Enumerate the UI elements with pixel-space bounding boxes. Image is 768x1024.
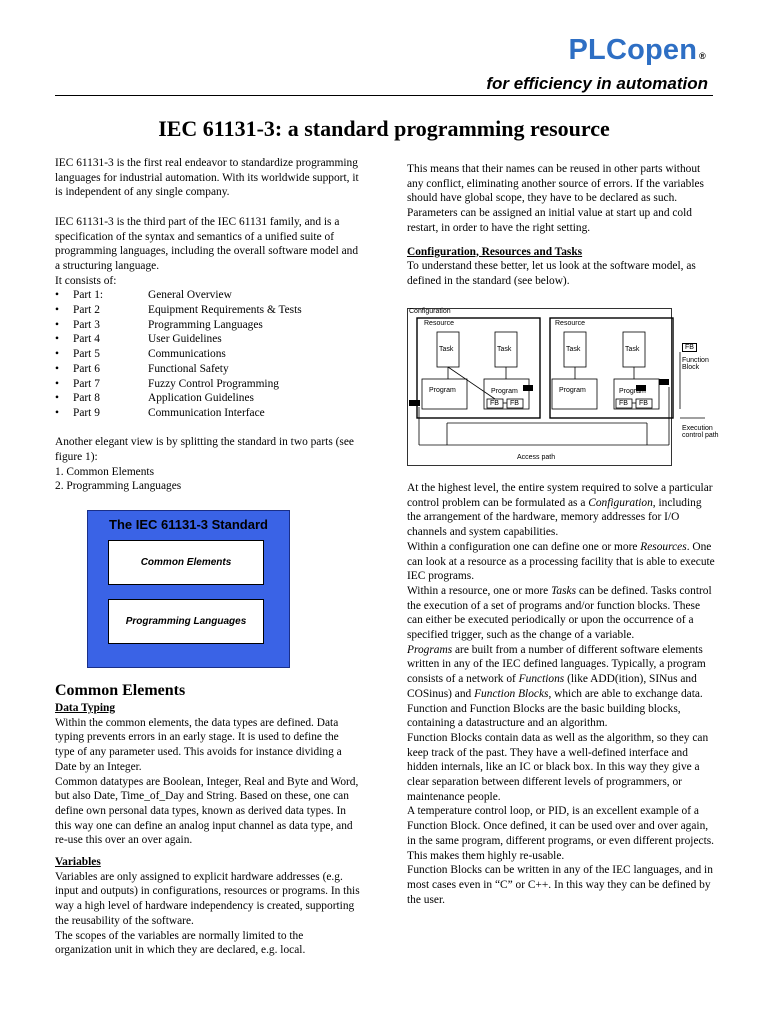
figure-title: The IEC 61131-3 Standard xyxy=(109,517,268,532)
list-item: • Part 3 Programming Languages xyxy=(55,318,263,331)
fb-legend-box: FB xyxy=(682,343,697,352)
resource-label-1: Resource xyxy=(424,320,454,327)
data-typing-paragraph-2: Common datatypes are Boolean, Integer, Real and Byte and Word, but also Date, Time_of_Day and String. Based on these, one can define own personal data types, known as derived data types. In this way one can define an analog input channel as data type, and re-use this over an over again. xyxy=(55,775,359,847)
programming-languages-box: Programming Languages xyxy=(108,599,264,644)
data-typing-paragraph-1: Within the common elements, the data types are defined. Data typing prevents errors in an early stage. It is used to define the type of any parameter used. This avoids for instance dividing a Date by an Integer. xyxy=(55,716,342,773)
program-label-4: Program xyxy=(619,388,646,395)
left-column-top xyxy=(55,156,361,494)
variables-paragraph-1: Variables are only assigned to explicit hardware addresses (e.g. input and outputs) in configurations, resources or programs. In this way a high level of hardware independency is created, supporting the reusability of the software. xyxy=(55,870,360,927)
header-rule xyxy=(55,95,713,96)
intro-paragraph-2: IEC 61131-3 is the third part of the IEC 61131 family, and is a specification of the syntax and semantics of a unified suite of programming languages, including the overall software model and a structuring language. xyxy=(55,215,359,272)
standard-figure xyxy=(87,510,290,668)
list-item: • Part 7 Fuzzy Control Programming xyxy=(55,377,279,390)
consists-of: It consists of: xyxy=(55,274,117,287)
intro-paragraph-1: IEC 61131-3 is the first real endeavor to standardize programming languages for industrial automation. With its worldwide support, it is independent of any single company. xyxy=(55,157,359,199)
list-item: • Part 5 Communications xyxy=(55,348,226,361)
program-label-3: Program xyxy=(559,387,586,394)
logo-tagline: for efficiency in automation xyxy=(486,74,708,93)
scope-paragraph: This means that their names can be reused in other parts without any conflict, eliminating another source of errors. If the variables should have global scope, they have to be declared as such. Parameters can be assigned an initial value at start up and cold restart, in order to have the right setting. xyxy=(407,163,704,234)
left-column-bottom xyxy=(55,681,361,958)
fb-label-4: FB xyxy=(639,400,648,407)
common-elements-box: Common Elements xyxy=(108,540,264,585)
configuration-paragraph: At the highest level, the entire system required to solve a particular control problem can be formulated as a Configuration, including the arrangement of the hardware, memory addresses for I/O channels and system capabilities. xyxy=(407,482,713,539)
parts-list xyxy=(55,288,361,420)
variables-paragraph-2: The scopes of the variables are normally limited to the organization unit in which they are declared, e.g. local. xyxy=(55,929,306,957)
fb-label-1: FB xyxy=(490,400,499,407)
software-model-diagram xyxy=(407,307,727,472)
right-column-top xyxy=(407,162,717,289)
variables-heading: Variables xyxy=(55,856,101,869)
pid-paragraph: A temperature control loop, or PID, is an excellent example of a Function Block. Once defined, it can be used over and over again, in the same program, different programs, or even different projects. This makes them highly re-usable. xyxy=(407,805,715,862)
split-item-2: 2. Programming Languages xyxy=(55,480,182,493)
list-item: • Part 1: General Overview xyxy=(55,289,232,302)
page-title: IEC 61131-3: a standard programming resource xyxy=(158,116,610,141)
resources-paragraph: Within a configuration one can define one or more Resources. One can look at a resource as a processing facility that is able to execute IEC programs. xyxy=(407,540,715,583)
list-item: • Part 6 Functional Safety xyxy=(55,362,229,375)
list-item: • Part 9 Communication Interface xyxy=(55,406,265,419)
configuration-intro: To understand these better, let us look at the software model, as defined in the standard (see below). xyxy=(407,260,696,287)
execution-control-legend: Execution control path xyxy=(682,425,719,439)
list-item: • Part 4 User Guidelines xyxy=(55,333,222,346)
registered-mark: ® xyxy=(699,51,706,61)
access-path-label: Access path xyxy=(517,454,556,461)
program-label-2: Program xyxy=(491,388,518,395)
task-label-4: Task xyxy=(625,346,640,353)
configuration-label: Configuration xyxy=(409,308,451,315)
plcopen-logo xyxy=(486,34,708,93)
split-item-1: 1. Common Elements xyxy=(55,465,155,478)
task-label-1: Task xyxy=(439,346,454,353)
task-label-2: Task xyxy=(497,346,512,353)
logo-text: PLCopen xyxy=(568,34,698,66)
data-typing-heading: Data Typing xyxy=(55,702,116,714)
right-column-bottom xyxy=(407,481,717,907)
common-elements-heading: Common Elements xyxy=(55,682,186,699)
list-item: • Part 2 Equipment Requirements & Tests xyxy=(55,304,302,317)
fb-label-2: FB xyxy=(510,400,519,407)
resource-label-2: Resource xyxy=(555,320,585,327)
programs-paragraph: Programs are built from a number of different software elements written in any of the IEC defined languages. Typically, a program consists of a network of Functions (like ADD(ition), SINus and COSinus) and Function Blocks, which are able to exchange data. Function and Function Blocks are the basic building blocks, containing a datastructure and an algorithm. xyxy=(407,643,706,730)
program-label-1: Program xyxy=(429,387,456,394)
tasks-paragraph: Within a resource, one or more Tasks can be defined. Tasks control the execution of a set of programs and/or function blocks. These can either be executed periodically or upon the occurrence of a specified trigger, such as the change of a variable. xyxy=(407,584,712,642)
function-blocks-paragraph: Function Blocks contain data as well as the algorithm, so they can keep track of the past. They have a well-defined interface and hidden internals, like an IC or black box. In this way they give a clear separation between different levels of programmers, or maintenance people. xyxy=(407,731,709,803)
task-label-3: Task xyxy=(566,346,581,353)
user-defined-paragraph: Function Blocks can be written in any of the IEC languages, and in most cases even in “C” or C++. In this way they can be defined by the user. xyxy=(407,864,713,906)
list-item: • Part 8 Application Guidelines xyxy=(55,392,254,405)
function-block-legend: Function Block xyxy=(682,357,709,371)
configuration-heading: Configuration, Resources and Tasks xyxy=(407,245,583,258)
fb-label-3: FB xyxy=(619,400,628,407)
elegant-view: Another elegant view is by splitting the standard in two parts (see figure 1): xyxy=(55,436,354,464)
